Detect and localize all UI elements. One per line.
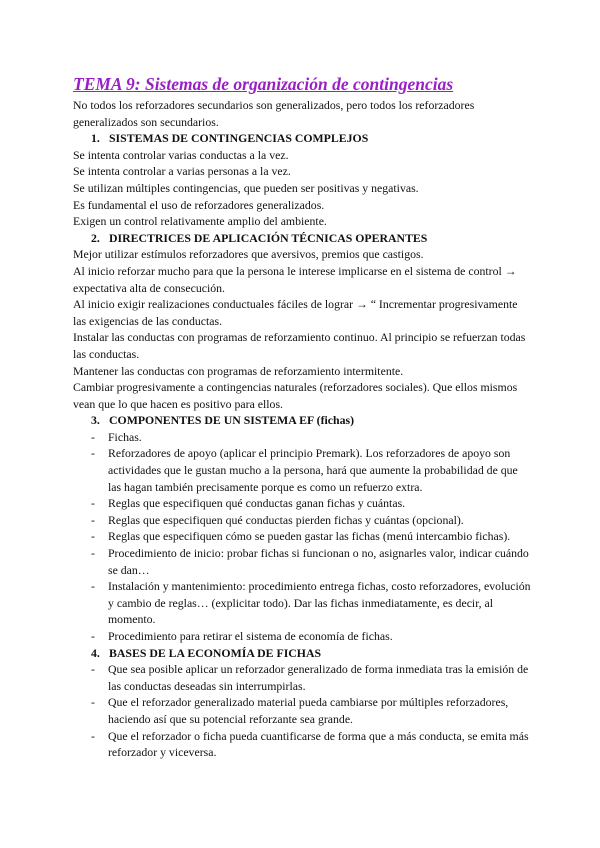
- dash-bullet: -: [91, 429, 95, 444]
- section-title: BASES DE LA ECONOMÍA DE FICHAS: [109, 645, 322, 660]
- list-item: [73, 728, 533, 761]
- paragraph: Cambiar progresivamente a contingencias naturales (reforzadores sociales). Que ellos mismos vean que lo que hacen es positivo para ellos.: [73, 380, 518, 411]
- section-number: 1.: [91, 131, 100, 146]
- dash-bullet: -: [91, 629, 95, 643]
- section-number: 4.: [91, 645, 100, 660]
- dash-bullet: -: [91, 496, 95, 511]
- section-number: 2.: [91, 230, 100, 245]
- section-title: DIRECTRICES DE APLICACIÓN TÉCNICAS OPERANTES: [109, 230, 428, 245]
- section-heading-4: [73, 645, 533, 662]
- list-item: [73, 694, 533, 727]
- list-item: [73, 512, 533, 529]
- list-item-text: Fichas.: [108, 429, 142, 444]
- section-title: SISTEMAS DE CONTINGENCIAS COMPLEJOS: [109, 131, 369, 146]
- list-item: [73, 445, 533, 495]
- paragraph: Es fundamental el uso de reforzadores generalizados.: [73, 197, 325, 212]
- list-item: [73, 528, 533, 545]
- dash-bullet: -: [91, 512, 95, 527]
- intro-paragraph: No todos los reforzadores secundarios son generalizados, pero todos los reforzadores generalizados son secundarios.: [73, 98, 475, 129]
- paragraph: Exigen un control relativamente amplio del ambiente.: [73, 214, 327, 229]
- page-title: TEMA 9: Sistemas de organización de contingencias: [73, 74, 454, 94]
- dash-bullet: -: [91, 695, 95, 710]
- dash-bullet: -: [91, 728, 95, 743]
- dash-bullet: -: [91, 546, 95, 561]
- dash-bullet: -: [91, 529, 95, 544]
- list-item-text: Que sea posible aplicar un reforzador generalizado de forma inmediata tras la emisión de las conductas deseadas sin interrumpirlas.: [108, 662, 529, 693]
- dash-bullet: -: [91, 662, 95, 677]
- paragraph: Instalar las conductas con programas de reforzamiento continuo. Al principio se refuerzan todas las conductas.: [73, 330, 526, 361]
- list-item-text: Reglas que especifiquen qué conductas ganan fichas y cuántas.: [108, 496, 406, 511]
- section-number: 3.: [91, 413, 100, 428]
- list-item-text: Procedimiento de inicio: probar fichas si funcionan o no, asignarles valor, indicar cuándo se dan…: [108, 546, 529, 577]
- paragraph: Mantener las conductas con programas de reforzamiento intermitente.: [73, 363, 404, 378]
- paragraph: Se utilizan múltiples contingencias, que pueden ser positivas y negativas.: [73, 180, 419, 195]
- paragraph: Se intenta controlar varias conductas a la vez.: [73, 147, 289, 162]
- list-item-text: Instalación y mantenimiento: procedimiento entrega fichas, costo reforzadores, evolución y cambio de reglas… (explicitar todo). Dar las fichas inmediatamente, es decir, al momento.: [108, 579, 531, 627]
- list-item-text: Que el reforzador o ficha pueda cuantificarse de forma que a más conducta, se emita más reforzador y viceversa.: [108, 728, 529, 760]
- list-item: [73, 661, 533, 694]
- paragraph: Al inicio reforzar mucho para que la persona le interese implicarse en el sistema de control → expectativa alta de consecución.: [73, 263, 517, 295]
- list-item: [73, 578, 533, 628]
- list-item: [73, 429, 533, 446]
- document-body: [73, 97, 533, 761]
- dash-bullet: -: [91, 446, 95, 461]
- dash-bullet: -: [91, 579, 95, 594]
- paragraph: Se intenta controlar a varias personas a la vez.: [73, 164, 291, 179]
- list-item: [73, 628, 533, 645]
- list-item-text: Reforzadores de apoyo (aplicar el principio Premark). Los reforzadores de apoyo son actividades que le gustan mucho a la persona, hará que aumente la probabilidad de que las hagan también precisamente porque es como un refuerzo extra.: [108, 446, 518, 494]
- section-title: COMPONENTES DE UN SISTEMA EF (fichas): [109, 413, 355, 428]
- list-item-text: Que el reforzador generalizado material pueda cambiarse por múltiples reforzadores, haciendo así que su potencial reforzante sea grande.: [108, 695, 509, 726]
- paragraph: Mejor utilizar estímulos reforzadores que aversivos, premios que castigos.: [73, 247, 424, 262]
- section-heading-1: [73, 130, 533, 147]
- paragraph: Al inicio exigir realizaciones conductuales fáciles de lograr → “ Incrementar progresivamente las exigencias de las conductas.: [73, 297, 518, 328]
- section-heading-2: [73, 230, 533, 247]
- section-heading-3: [73, 412, 533, 429]
- list-item-text: Reglas que especifiquen qué conductas pierden fichas y cuántas (opcional).: [108, 512, 464, 527]
- list-item-text: Procedimiento para retirar el sistema de economía de fichas.: [108, 629, 393, 643]
- list-item: [73, 495, 533, 512]
- list-item: [73, 545, 533, 578]
- list-item-text: Reglas que especifiquen cómo se pueden gastar las fichas (menú intercambio fichas).: [108, 529, 511, 544]
